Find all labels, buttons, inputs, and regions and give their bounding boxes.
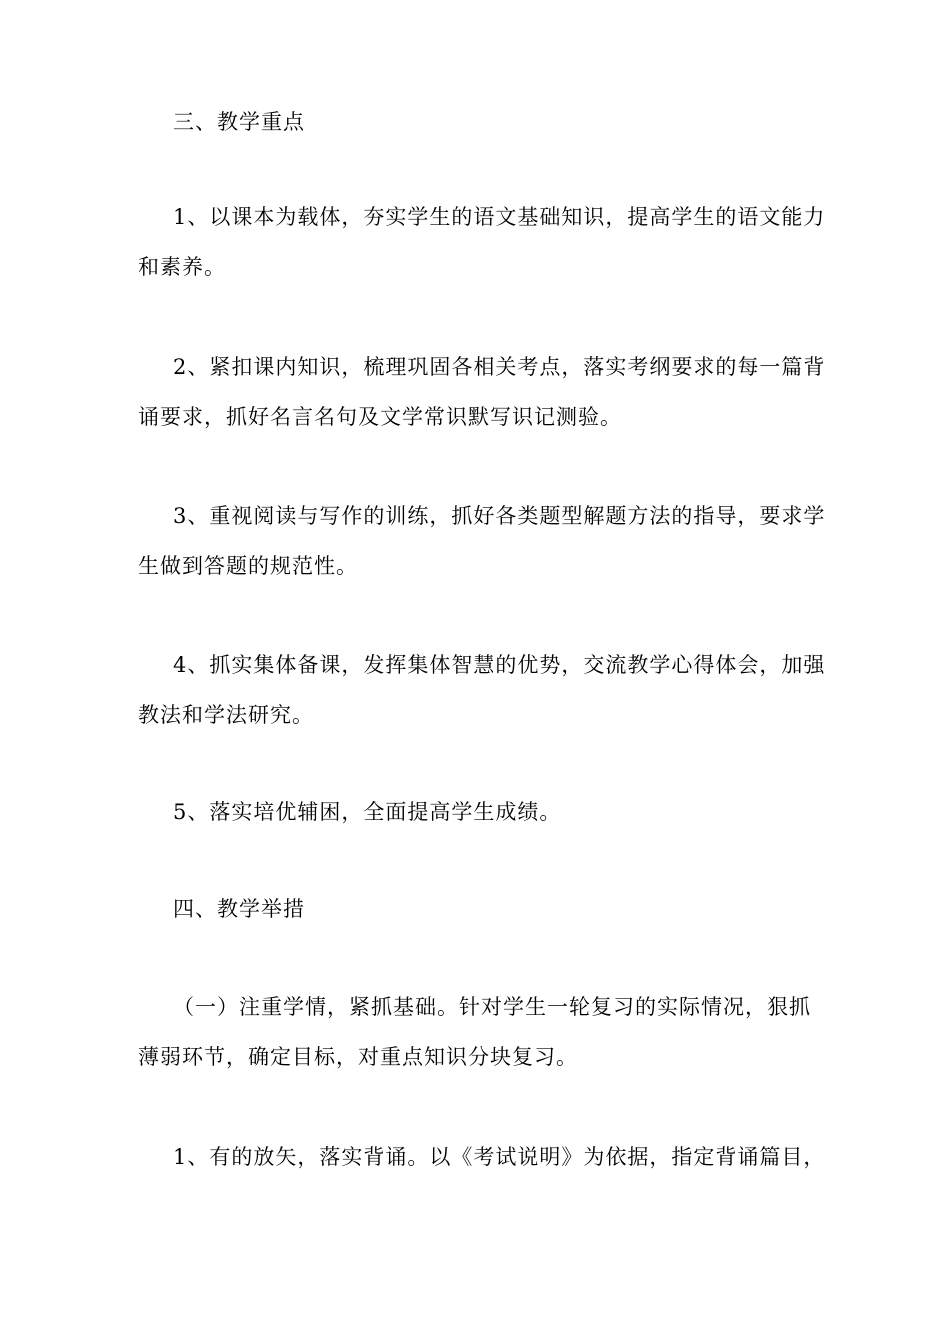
paragraph-measure-1: （一）注重学情，紧抓基础。针对学生一轮复习的实际情况，狠抓薄弱环节，确定目标，对重点知识分块复习。	[138, 995, 811, 1069]
paragraph-focus-2: 2、紧扣课内知识，梳理巩固各相关考点，落实考纲要求的每一篇背诵要求，抓好名言名句及文学常识默写识记测验。	[138, 355, 826, 429]
paragraph-focus-3: 3、重视阅读与写作的训练，抓好各类题型解题方法的指导，要求学生做到答题的规范性。	[138, 504, 826, 578]
paragraph-focus-5: 5、落实培优辅困，全面提高学生成绩。	[173, 800, 562, 824]
paragraph-focus-1: 1、以课本为载体，夯实学生的语文基础知识，提高学生的语文能力和素养。	[138, 205, 826, 279]
section-heading-teaching-measures: 四、教学举措	[173, 897, 305, 921]
paragraph-measure-1-1: 1、有的放矢，落实背诵。以《考试说明》为依据，指定背诵篇目，	[173, 1145, 826, 1169]
paragraph-focus-4: 4、抓实集体备课，发挥集体智慧的优势，交流教学心得体会，加强教法和学法研究。	[138, 653, 826, 727]
section-heading-teaching-focus: 三、教学重点	[173, 110, 305, 134]
